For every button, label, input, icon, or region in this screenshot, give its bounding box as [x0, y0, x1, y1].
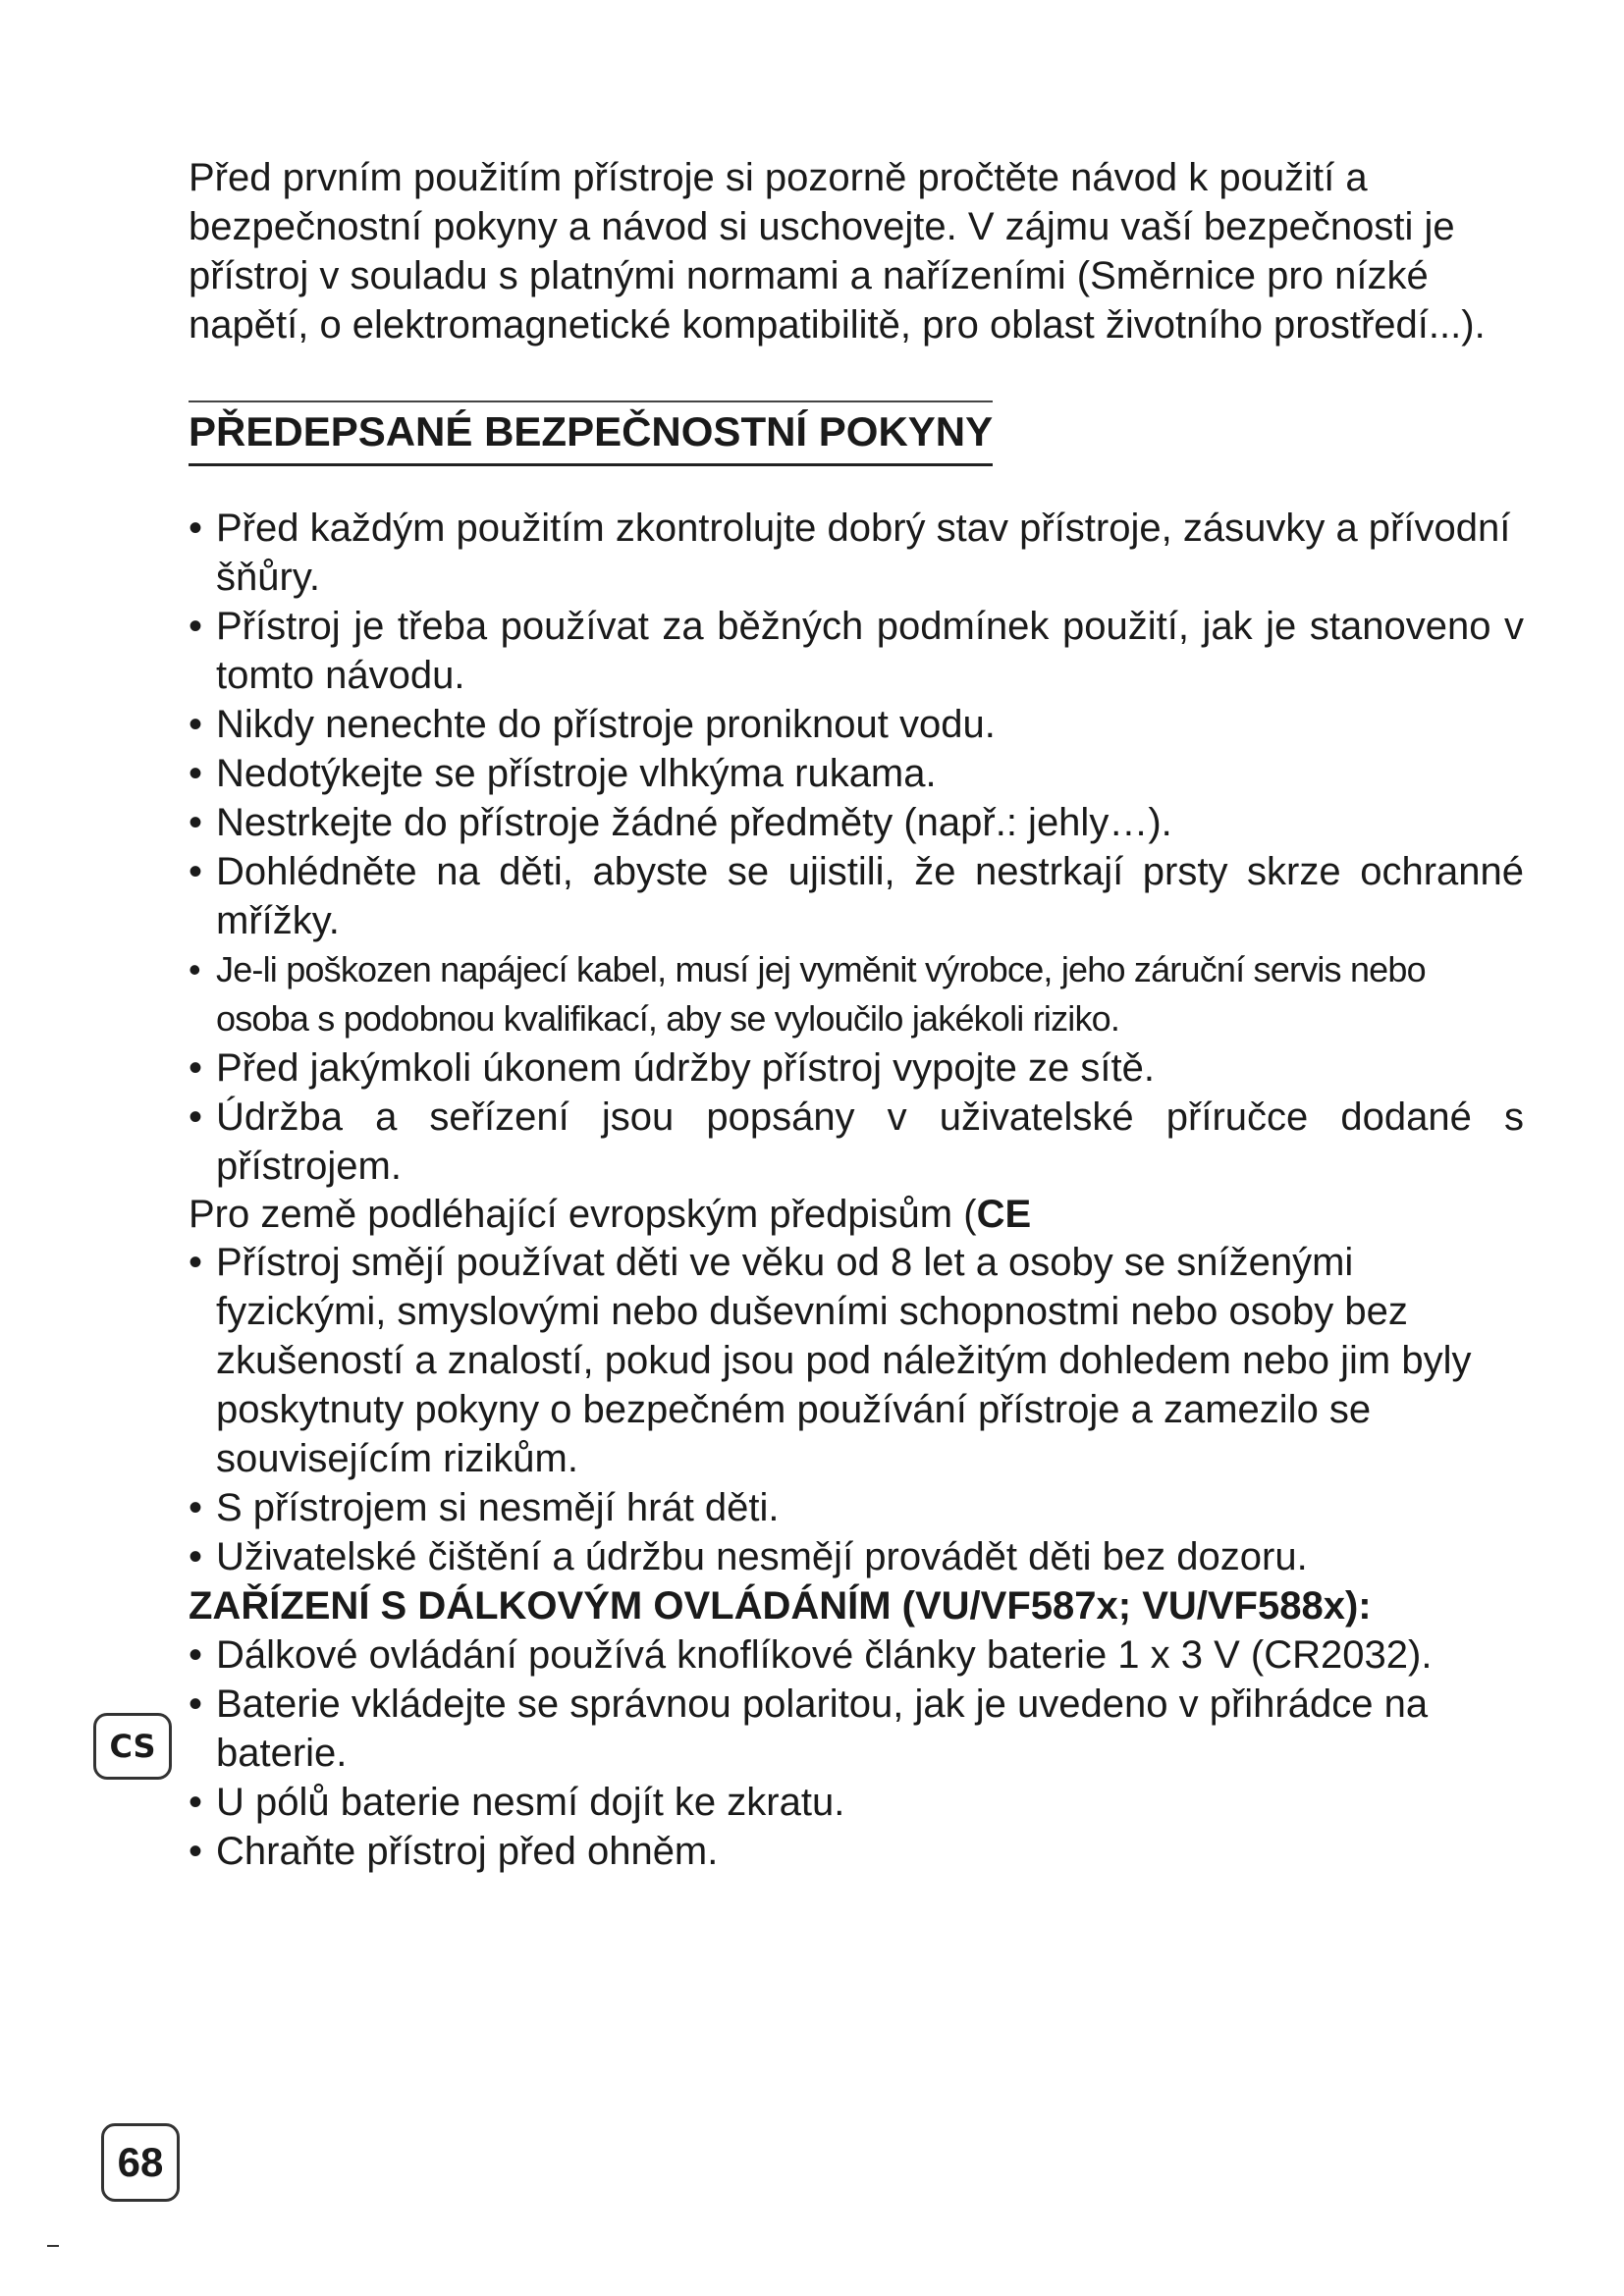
list-item: • Nedotýkejte se přístroje vlhkýma rukama. — [189, 749, 1524, 798]
bullet-icon: • — [189, 1095, 203, 1139]
bullet-icon: • — [189, 1241, 203, 1284]
list-item: • Údržba a seřízení jsou popsány v uživatelské příručce dodané s přístrojem. — [189, 1093, 1524, 1191]
list-item: • U pólů baterie nesmí dojít ke zkratu. — [189, 1778, 1524, 1827]
bullet-icon: • — [189, 1781, 203, 1824]
list-item: • Nikdy nenechte do přístroje proniknout vodu. — [189, 700, 1524, 749]
bullet-icon: • — [189, 1486, 203, 1529]
bullet-icon: • — [189, 801, 203, 844]
safety-list-a — [189, 504, 1524, 1191]
bullet-icon: • — [189, 850, 203, 893]
bullet-icon: • — [189, 605, 203, 648]
list-item: • Dálkové ovládání používá knoflíkové články baterie 1 x 3 V (CR2032). — [189, 1630, 1524, 1680]
ce-mark-icon: CE — [976, 1193, 1032, 1236]
bullet-icon: • — [189, 1535, 203, 1578]
bullet-icon: • — [189, 507, 203, 550]
language-badge: CS — [93, 1713, 172, 1780]
bullet-icon: • — [189, 703, 203, 746]
list-item: • Před jakýmkoli úkonem údržby přístroj vypojte ze sítě. — [189, 1043, 1524, 1093]
list-item: • Uživatelské čištění a údržbu nesmějí provádět děti bez dozoru. — [189, 1532, 1524, 1581]
bullet-icon: • — [189, 1633, 203, 1677]
bullet-icon: • — [189, 949, 200, 989]
bullet-icon: • — [189, 1046, 203, 1090]
intro-paragraph: Před prvním použitím přístroje si pozorně pročtěte návod k použití a bezpečnostní pokyny a návod si uschovejte. V zájmu vaší bezpečnosti je přístroj v souladu s platnými normami a nařízeními (Směrnice pro nízké napětí, o elektromagnetické kompatibilitě, pro oblast životního prostředí...). — [189, 156, 1486, 347]
crop-mark — [47, 2245, 59, 2247]
list-item: • Dohlédněte na děti, abyste se ujistili, že nestrkají prsty skrze ochranné mřížky. — [189, 847, 1524, 945]
bullet-icon: • — [189, 752, 203, 795]
safety-list-b — [189, 1238, 1524, 1581]
list-item: • Přístroj smějí používat děti ve věku od 8 let a osoby se sníženými fyzickými, smyslovými nebo duševními schopnostmi nebo osoby bez zkušeností a znalostí, pokud jsou pod náležitým dohledem nebo jim byly poskytnuty pokyny o bezpečném používání přístroje a zamezilo se souvisejícím rizikům. — [189, 1238, 1524, 1483]
list-item: • Nestrkejte do přístroje žádné předměty (např.: jehly…). — [189, 798, 1524, 847]
page-number: 68 — [101, 2123, 180, 2202]
eu-regulation-line: Pro země podléhající evropským předpisům (CE — [189, 1193, 1032, 1236]
safety-section-heading: PŘEDEPSANÉ BEZPEČNOSTNÍ POKYNY — [189, 400, 993, 466]
list-item: • Před každým použitím zkontrolujte dobrý stav přístroje, zásuvky a přívodní šňůry. — [189, 504, 1524, 602]
list-item: • Je-li poškozen napájecí kabel, musí jej vyměnit výrobce, jeho záruční servis nebo osoba s podobnou kvalifikací, aby se vyloučilo jakékoli riziko. — [189, 945, 1524, 1043]
list-item: • Chraňte přístroj před ohněm. — [189, 1827, 1524, 1876]
list-item: • Přístroj je třeba používat za běžných podmínek použití, jak je stanoveno v tomto návodu. — [189, 602, 1524, 700]
list-item: • Baterie vkládejte se správnou polaritou, jak je uvedeno v přihrádce na baterie. — [189, 1680, 1524, 1778]
list-item: • S přístrojem si nesmějí hrát děti. — [189, 1483, 1524, 1532]
bullet-icon: • — [189, 1830, 203, 1873]
bullet-icon: • — [189, 1682, 203, 1726]
remote-control-heading: ZAŘÍZENÍ S DÁLKOVÝM OVLÁDÁNÍM (VU/VF587x; VU/VF588x): — [189, 1584, 1372, 1628]
battery-list — [189, 1630, 1524, 1876]
page-content — [189, 153, 1524, 1876]
